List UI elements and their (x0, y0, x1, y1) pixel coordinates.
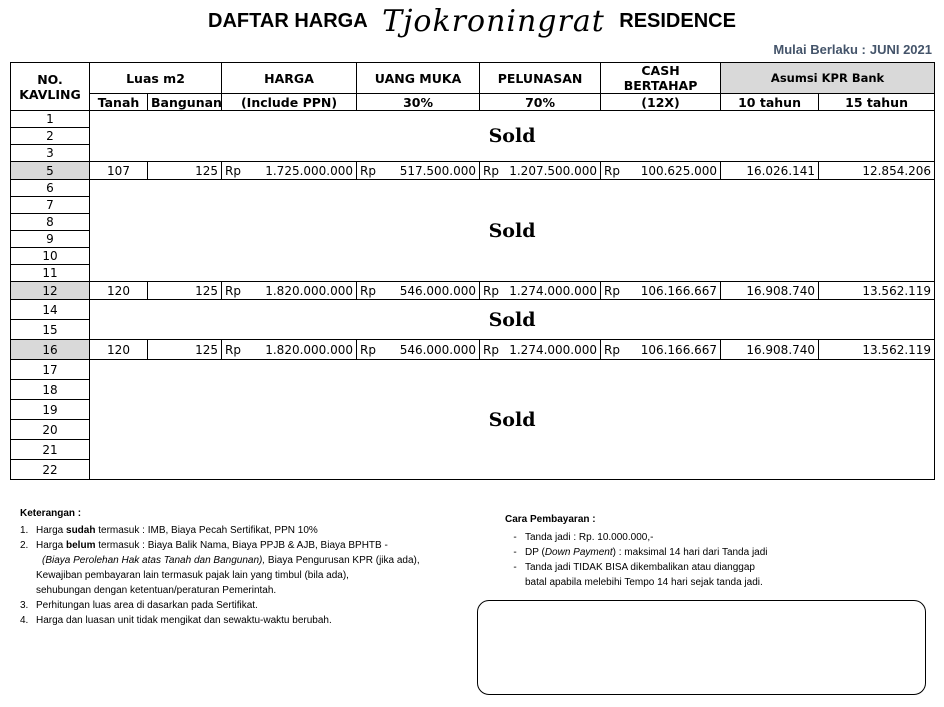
cash-value: 106.166.667 (627, 282, 721, 300)
bangunan-value: 125 (148, 340, 222, 360)
bangunan-value: 125 (148, 162, 222, 180)
kavling-number: 5 (11, 162, 90, 180)
header-luas: Luas m2 (90, 63, 222, 94)
currency-label: Rp (480, 282, 506, 300)
kavling-number: 9 (11, 231, 90, 248)
kpr-15-value: 13.562.119 (819, 340, 935, 360)
header-harga-sub: (Include PPN) (222, 94, 357, 111)
kavling-number: 1 (11, 111, 90, 128)
signature-box (477, 600, 926, 695)
payment-item: - Tanda jadi : Rp. 10.000.000,- (513, 532, 654, 543)
harga-value: 1.820.000.000 (248, 340, 357, 360)
bangunan-value: 125 (148, 282, 222, 300)
header-bangunan: Bangunan (148, 94, 222, 111)
currency-label: Rp (357, 340, 383, 360)
tanah-value: 107 (90, 162, 148, 180)
pelunasan-value: 1.207.500.000 (506, 162, 601, 180)
effective-value: JUNI 2021 (869, 42, 932, 57)
table-row (11, 111, 935, 128)
note-item: 2. Harga belum termasuk : Biaya Balik Nama, Biaya PPJB & AJB, Biaya BPHTB - (20, 540, 388, 551)
kavling-number: 11 (11, 265, 90, 282)
note-item-continued: sehubungan dengan ketentuan/peraturan Pemerintah. (36, 585, 277, 596)
effective-date (773, 42, 932, 57)
kavling-number: 7 (11, 197, 90, 214)
note-item-continued: Kewajiban pembayaran lain termasuk pajak lain yang timbul (bila ada), (36, 570, 349, 581)
notes-section (20, 506, 470, 628)
title-right: RESIDENCE (619, 10, 736, 32)
kavling-number: 8 (11, 214, 90, 231)
title-script-name: Tjokroningrat (382, 4, 605, 39)
header-uang-muka: UANG MUKA (357, 63, 480, 94)
header-kpr-10: 10 tahun (721, 94, 819, 111)
pelunasan-value: 1.274.000.000 (506, 340, 601, 360)
kpr-15-value: 12.854.206 (819, 162, 935, 180)
kpr-10-value: 16.908.740 (721, 340, 819, 360)
sold-label: Sold (90, 111, 935, 162)
header-no: NO. KAVLING (11, 63, 90, 111)
currency-label: Rp (222, 282, 248, 300)
header-kpr: Asumsi KPR Bank (721, 63, 935, 94)
sold-label: Sold (90, 360, 935, 480)
price-table (10, 62, 935, 480)
note-item: 3. Perhitungan luas area di dasarkan pada Sertifikat. (20, 600, 258, 611)
kpr-15-value: 13.562.119 (819, 282, 935, 300)
tanah-value: 120 (90, 340, 148, 360)
kavling-number: 20 (11, 420, 90, 440)
kavling-number: 22 (11, 460, 90, 480)
uang-muka-value: 517.500.000 (383, 162, 480, 180)
payment-heading: Cara Pembayaran : (505, 514, 596, 525)
kavling-number: 12 (11, 282, 90, 300)
header-cash-sub: (12X) (601, 94, 721, 111)
kavling-number: 10 (11, 248, 90, 265)
table-row (11, 360, 935, 380)
currency-label: Rp (601, 282, 627, 300)
kavling-number: 3 (11, 145, 90, 162)
note-item-continued: (Biaya Perolehan Hak atas Tanah dan Bangunan), Biaya Pengurusan KPR (jika ada), (42, 555, 420, 566)
sold-label: Sold (90, 180, 935, 282)
note-item: 4. Harga dan luasan unit tidak mengikat dan sewaktu-waktu berubah. (20, 615, 332, 626)
title-left: DAFTAR HARGA (208, 10, 368, 32)
payment-section (505, 512, 925, 590)
cash-value: 106.166.667 (627, 340, 721, 360)
kavling-number: 14 (11, 300, 90, 320)
table-row-available (11, 162, 935, 180)
uang-muka-value: 546.000.000 (383, 282, 480, 300)
uang-muka-value: 546.000.000 (383, 340, 480, 360)
note-item: 1. Harga sudah termasuk : IMB, Biaya Pecah Sertifikat, PPN 10% (20, 525, 318, 536)
payment-item: - DP (Down Payment) : maksimal 14 hari dari Tanda jadi (513, 547, 768, 558)
effective-label: Mulai Berlaku : (773, 42, 866, 57)
kavling-number: 17 (11, 360, 90, 380)
header-harga: HARGA (222, 63, 357, 94)
payment-item-continued: batal apabila melebihi Tempo 14 hari sejak tanda jadi. (525, 577, 763, 588)
header-tanah: Tanah (90, 94, 148, 111)
currency-label: Rp (357, 162, 383, 180)
table-row (11, 180, 935, 197)
sold-label: Sold (90, 300, 935, 340)
kpr-10-value: 16.026.141 (721, 162, 819, 180)
currency-label: Rp (601, 162, 627, 180)
currency-label: Rp (222, 162, 248, 180)
currency-label: Rp (222, 340, 248, 360)
tanah-value: 120 (90, 282, 148, 300)
document-title (0, 4, 944, 39)
cash-value: 100.625.000 (627, 162, 721, 180)
kavling-number: 2 (11, 128, 90, 145)
header-pelunasan-sub: 70% (480, 94, 601, 111)
kavling-number: 6 (11, 180, 90, 197)
currency-label: Rp (357, 282, 383, 300)
kavling-number: 18 (11, 380, 90, 400)
header-cash-bertahap: CASH BERTAHAP (601, 63, 721, 94)
kpr-10-value: 16.908.740 (721, 282, 819, 300)
currency-label: Rp (480, 340, 506, 360)
pelunasan-value: 1.274.000.000 (506, 282, 601, 300)
kavling-number: 16 (11, 340, 90, 360)
currency-label: Rp (601, 340, 627, 360)
payment-item: - Tanda jadi TIDAK BISA dikembalikan atau dianggap (513, 562, 755, 573)
currency-label: Rp (480, 162, 506, 180)
kavling-number: 19 (11, 400, 90, 420)
table-row-available (11, 340, 935, 360)
kavling-number: 15 (11, 320, 90, 340)
harga-value: 1.725.000.000 (248, 162, 357, 180)
header-pelunasan: PELUNASAN (480, 63, 601, 94)
kavling-number: 21 (11, 440, 90, 460)
header-uang-muka-sub: 30% (357, 94, 480, 111)
harga-value: 1.820.000.000 (248, 282, 357, 300)
table-row (11, 300, 935, 320)
header-kpr-15: 15 tahun (819, 94, 935, 111)
table-row-available (11, 282, 935, 300)
notes-heading: Keterangan : (20, 508, 82, 519)
